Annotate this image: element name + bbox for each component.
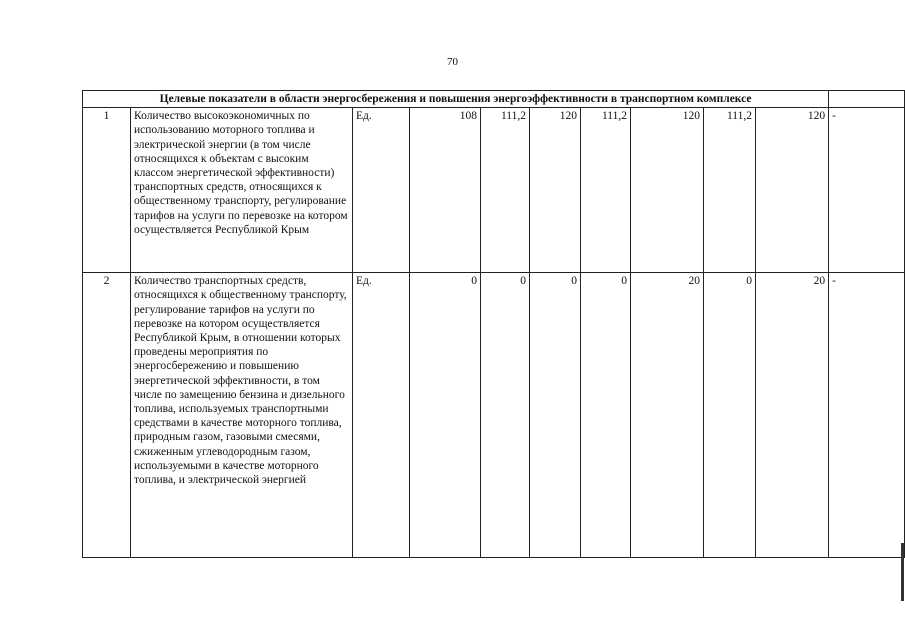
row-note: - <box>829 273 905 558</box>
page-number: 70 <box>447 56 458 68</box>
row-number: 1 <box>83 108 131 273</box>
scan-edge-mark <box>901 543 904 601</box>
row-number: 2 <box>83 273 131 558</box>
row-value: 0 <box>704 273 756 558</box>
row-value: 0 <box>481 273 530 558</box>
row-value: 0 <box>581 273 631 558</box>
row-description: Количество транспортных средств, относящихся к общественному транспорту, регулирование тарифов на услуги по перевозке на котором осуществляется Республикой Крым, в отношении которых проведены мероприятия по энергосбережению и повышению энергетической эффективности, в том числе по замещению бензина и дизельного топлива, используемых транспортными средствами в качестве моторного топлива, природным газом, газовыми смесями, сжиженным углеводородным газом, используемыми в качестве моторного топлива, и электрической энергией <box>131 273 353 558</box>
section-title: Целевые показатели в области энергосбережения и повышения энергоэффективности в транспортном комплексе <box>83 91 829 108</box>
row-unit: Ед. <box>353 273 410 558</box>
row-value: 120 <box>756 108 829 273</box>
section-title-empty-cell <box>829 91 905 108</box>
row-note: - <box>829 108 905 273</box>
indicators-table <box>82 90 905 558</box>
table-row <box>83 108 905 273</box>
row-value: 111,2 <box>704 108 756 273</box>
row-value: 0 <box>410 273 481 558</box>
row-value: 108 <box>410 108 481 273</box>
row-value: 120 <box>530 108 581 273</box>
row-value: 111,2 <box>481 108 530 273</box>
row-unit: Ед. <box>353 108 410 273</box>
table-row <box>83 273 905 558</box>
section-header-row <box>83 91 905 108</box>
row-value: 0 <box>530 273 581 558</box>
row-value: 20 <box>631 273 704 558</box>
row-value: 20 <box>756 273 829 558</box>
row-value: 120 <box>631 108 704 273</box>
row-value: 111,2 <box>581 108 631 273</box>
row-description: Количество высокоэкономичных по использованию моторного топлива и электрической энергии (в том числе относящихся к объектам с высоким классом энергетической эффективности) транспортных средств, относящихся к общественному транспорту, регулирование тарифов на услуги по перевозке на котором осуществляется Республикой Крым <box>131 108 353 273</box>
